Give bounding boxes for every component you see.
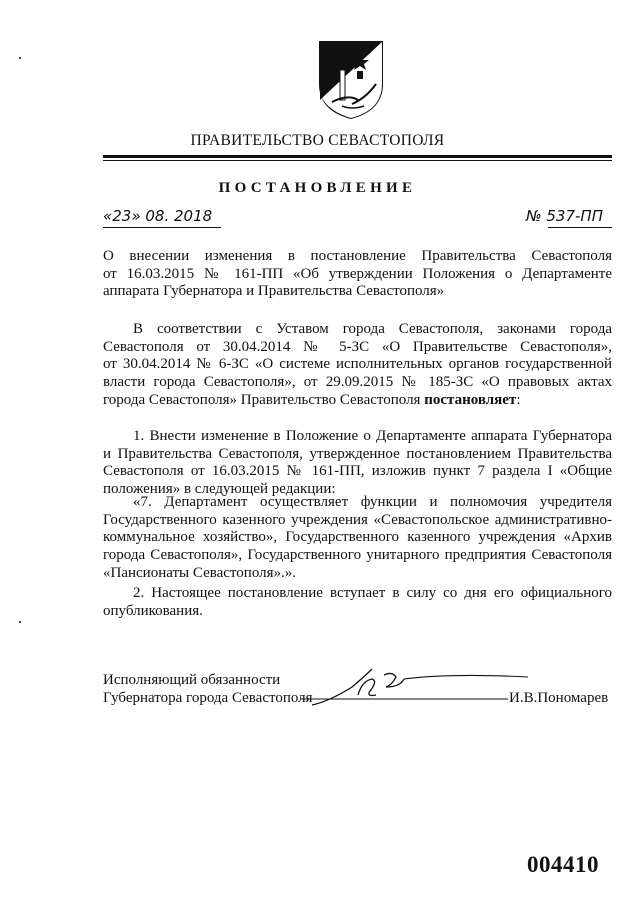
preamble-line: власти города Севастополя», от 29.09.2015 № 185-ЗС «О правовых актах [103, 374, 612, 391]
quote-line: Государственного казенного учреждения «Севастопольское административно- [103, 511, 612, 528]
preamble-last-line [103, 392, 612, 410]
header-rule-thick [103, 155, 612, 158]
registration-number: 004410 [527, 852, 599, 877]
decision-word: постановляет [424, 391, 517, 408]
preamble-line-text: города Севастополя» Правительство Севастополя [103, 391, 425, 408]
item-1-quote [103, 494, 612, 583]
scan-mark [19, 57, 21, 59]
document-subject [103, 248, 612, 301]
item-1-line: и Правительства Севастополя, утвержденное постановлением Правительства [103, 445, 612, 462]
subject-line: от 16.03.2015 № 161-ПП «Об утверждении Положения о Департаменте [103, 265, 612, 282]
number-underline [548, 227, 612, 228]
scan-mark [19, 621, 21, 623]
coat-of-arms-icon [318, 40, 384, 120]
document-number: № 537-ПП [526, 207, 603, 225]
quote-line: «Пансионаты Севастополя».». [103, 564, 297, 581]
signatory-position-line1: Исполняющий обязанности [103, 672, 281, 688]
subject-line: О внесении изменения в постановление Правительства Севастополя [103, 248, 612, 264]
item-2-line: опубликования. [103, 602, 203, 619]
preamble [103, 321, 612, 410]
preamble-line: от 30.04.2014 № 6-ЗС «О системе исполнительных органов государственной [103, 356, 612, 373]
document-date: «23» 08. 2018 [103, 207, 213, 225]
signatory-name: И.В.Пономарев [509, 690, 609, 706]
signatory-position-line2: Губернатора города Севастополя [103, 690, 313, 706]
document-type-title: ПОСТАНОВЛЕНИЕ [218, 180, 417, 196]
organization-title: ПРАВИТЕЛЬСТВО СЕВАСТОПОЛЯ [190, 132, 445, 149]
date-underline [103, 227, 221, 228]
header-rule-thin [103, 160, 612, 161]
colon: : [516, 391, 521, 408]
quote-line: «7. Департамент осуществляет функции и полномочия учредителя [133, 494, 612, 510]
quote-line: города Севастополя», Государственного унитарного предприятия Севастополя [103, 547, 612, 564]
item-1-line: положения» в следующей редакции: [103, 481, 336, 498]
quote-line: коммунальное хозяйство», Государственного казенного учреждения «Архив [103, 529, 612, 546]
item-1-line: 1. Внести изменение в Положение о Департаменте аппарата Губернатора [133, 428, 612, 444]
subject-line: аппарата Губернатора и Правительства Севастополя» [103, 283, 445, 300]
item-1 [103, 428, 612, 499]
preamble-line: В соответствии с Уставом города Севастополя, законами города [133, 321, 612, 337]
handwritten-signature-icon [300, 665, 530, 710]
item-2 [103, 585, 612, 620]
item-1-line: Севастополя от 16.03.2015 № 161-ПП, изложив пункт 7 раздела I «Общие [103, 463, 612, 480]
preamble-line: Севастополя от 30.04.2014 № 5-ЗС «О Правительстве Севастополя», [103, 338, 612, 355]
item-2-line: 2. Настоящее постановление вступает в силу со дня его официального [133, 585, 612, 601]
